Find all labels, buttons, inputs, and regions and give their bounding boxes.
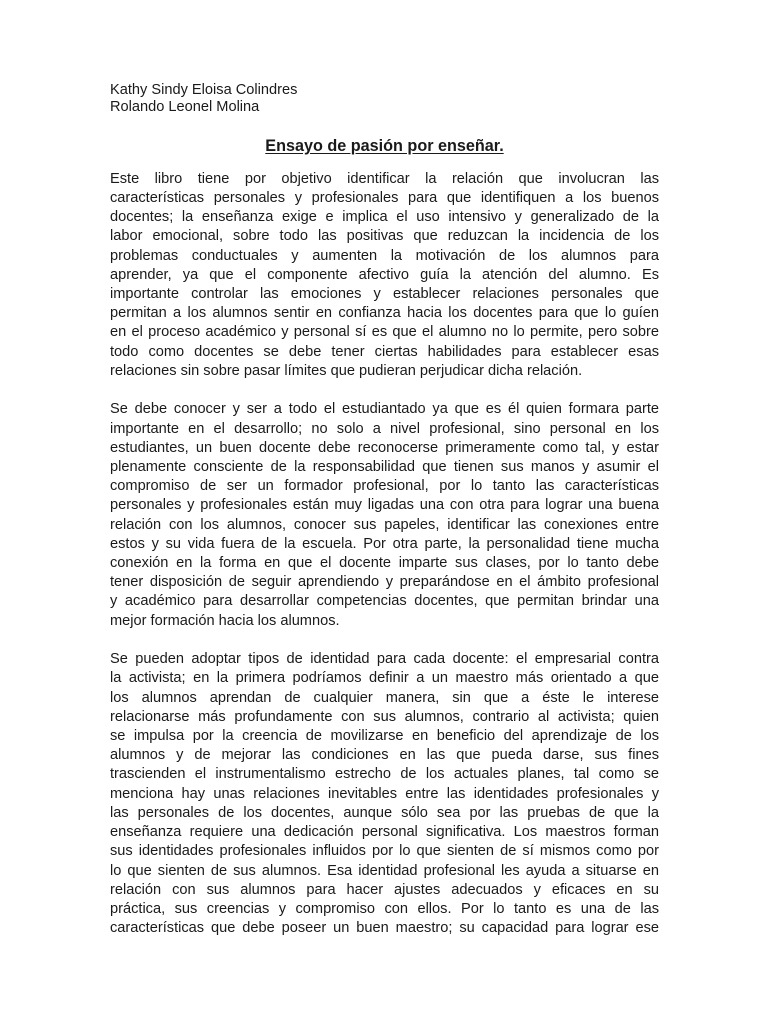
text-line: relacionarse más profundamente con sus alumnos, contrario al activista; quien (110, 708, 659, 725)
text-line: en el proceso académico y personal sí es que el alumno no lo permite, pero sobre (110, 324, 659, 341)
author-name: Rolando Leonel Molina (110, 99, 260, 116)
document-title: Ensayo de pasión por enseñar. (265, 136, 504, 155)
paragraph-1 (110, 170, 659, 381)
text-line: la activista; en la primera podríamos definir a un maestro más orientado a que (110, 670, 659, 687)
paragraph-2 (110, 400, 659, 630)
text-line: conexión en la forma en que el docente imparte sus clases, por lo tanto debe (110, 555, 659, 572)
text-line: Se debe conocer y ser a todo el estudiantado ya que es él quien formara parte (110, 401, 659, 418)
text-line: permitan a los alumnos sentir en confianza hacia los docentes para que lo guíen (110, 305, 659, 322)
text-line: se impulsa por la creencia de movilizarse en beneficio del aprendizaje de los (110, 728, 659, 745)
text-line: relación con sus alumnos para hacer ajustes adecuados y eficaces en su (110, 881, 659, 898)
text-line: problemas conductuales y aumenten la motivación de los alumnos para (110, 247, 659, 264)
text-line: estudiantes, un buen docente debe reconocerse primeramente como tal, y estar (110, 439, 659, 456)
text-line: y académico para desarrollar competencias docentes, que permitan brindar una (110, 593, 659, 610)
text-line: Se pueden adoptar tipos de identidad para cada docente: el empresarial contra (110, 651, 659, 668)
text-line: importante en el desarrollo; no solo a nivel profesional, sino personal en los (110, 420, 659, 437)
text-line: Este libro tiene por objetivo identificar la relación que involucran las (110, 170, 659, 187)
text-line: importante controlar las emociones y establecer relaciones personales que (110, 286, 659, 303)
text-line: características que debe poseer un buen maestro; su capacidad para lograr ese (110, 920, 659, 937)
text-line: aprender, ya que el componente afectivo guía la atención del alumno. Es (110, 266, 659, 283)
text-line: características personales y profesionales para que identifiquen a los buenos (110, 190, 659, 207)
text-line: labor emocional, sobre todo las positivas que reduzcan la incidencia de los (110, 228, 659, 245)
text-line: relación con los alumnos, conocer sus papeles, identificar las conexiones entre (110, 516, 659, 533)
text-line: estos y su vida fuera de la escuela. Por otra parte, la personalidad tiene mucha (110, 535, 659, 552)
paragraph-3 (110, 650, 659, 938)
text-line: práctica, sus creencias y compromiso con ellos. Por lo tanto es una de las (110, 900, 659, 917)
text-line: trascienden el instrumentalismo estrecho de los actuales planes, tal como se (110, 766, 659, 783)
text-line: todo como docentes se debe tener ciertas habilidades para establecer esas (110, 343, 659, 360)
document-page (110, 82, 659, 938)
text-line: menciona hay unas relaciones inevitables entre las identidades profesionales y (110, 785, 659, 802)
author-list (110, 82, 659, 117)
text-line: alumnos y de mejorar las condiciones en las que pueda darse, sus fines (110, 747, 659, 764)
text-line: lo que sienten de sus alumnos. Esa identidad profesional les ayuda a situarse en (110, 862, 659, 879)
text-line: los alumnos aprendan de cualquier manera, sin que a éste le interese (110, 689, 659, 706)
text-line: relaciones sin sobre pasar límites que pudieran perjudicar dicha relación. (110, 362, 583, 379)
text-line: las personales de los docentes, aunque sólo sea por las pruebas de que la (110, 804, 659, 821)
text-line: docentes; la enseñanza exige e implica el uso intensivo y generalizado de la (110, 209, 659, 226)
text-line: compromiso de ser un formador profesional, por lo tanto las características (110, 478, 659, 495)
text-line: enseñanza requiere una dedicación personal significativa. Los maestros forman (110, 824, 659, 841)
text-line: personales y profesionales están muy ligadas una con otra para lograr una buena (110, 497, 659, 514)
author-name: Kathy Sindy Eloisa Colindres (110, 82, 298, 98)
text-line: mejor formación hacia los alumnos. (110, 612, 340, 629)
text-line: plenamente consciente de la responsabilidad que tienen sus manos y asumir el (110, 459, 659, 476)
text-line: sus identidades profesionales influidos por lo que sienten de sí mismos como por (110, 843, 659, 860)
text-line: tener disposición de seguir aprendiendo y preparándose en el ámbito profesional (110, 574, 659, 591)
